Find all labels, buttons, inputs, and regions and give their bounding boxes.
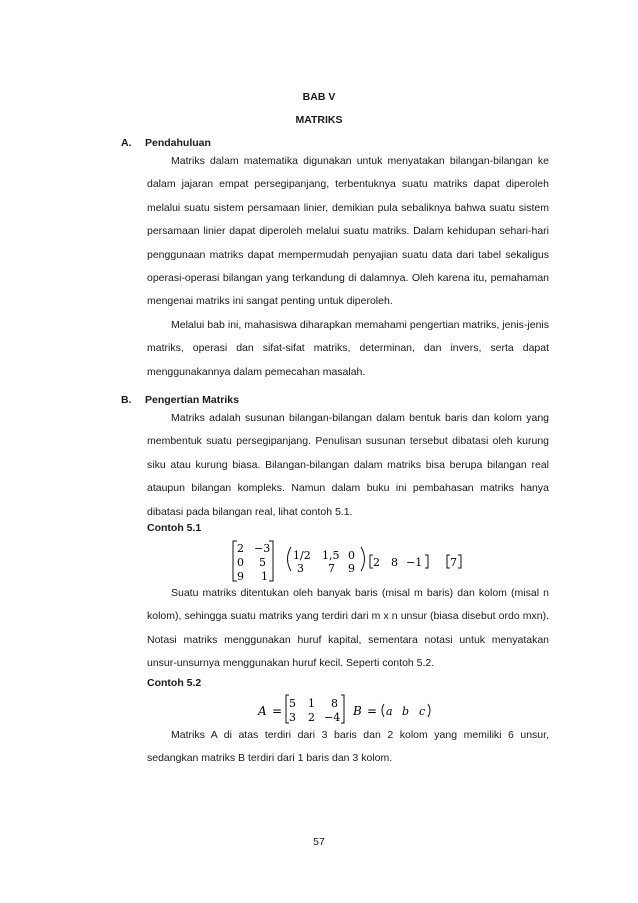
mb-c2: b (402, 705, 410, 718)
matrix-b-name: B (353, 704, 362, 718)
section-b-paragraph-3: Matriks A di atas terdiri dari 3 baris dan 2 kolom yang memiliki 6 unsur, sedangkan matriks B terdiri dari 1 baris dan 3 kolom. (147, 729, 549, 765)
matrix-a-name: A (258, 704, 267, 718)
section-b-paragraph-2: Suatu matriks ditentukan oleh banyak baris (misal m baris) dan kolom (misal n kolom), sehingga suatu matriks yang terdiri dari m x n unsur (biasa disebut ordo mxn). Notasi matriks menggunakan huruf kapital, sementara notasi untuk menyatakan unsur-unsurnya menggunakan huruf kecil. Seperti contoh 5.2. (147, 587, 549, 670)
chapter-label: BAB V (302, 91, 336, 103)
m1-r3c1: 9 (237, 570, 244, 583)
page-number: 57 (313, 836, 325, 848)
section-a-number: A. (121, 137, 132, 149)
section-b-title: Pengertian Matriks (145, 394, 239, 406)
m3-c3: −1 (406, 556, 423, 569)
section-a-body (147, 150, 549, 384)
ma-r2c2: 2 (308, 711, 315, 724)
section-b-paragraph-1: Matriks adalah susunan bilangan-bilangan dalam bentuk baris dan kolom yang membentuk suatu persegipanjang. Penulisan susunan tersebut dibatasi oleh kurung siku atau kurung biasa. Bilangan-bilangan dalam matriks bisa berupa bilangan real ataupun bilangan kompleks. Namun dalam buku ini pembahasan matriks hanya dibatasi pada bilangan real, lihat contoh 5.1. (147, 412, 549, 518)
m2-r2c1: 3 (297, 562, 304, 575)
m4-c1: 7 (450, 556, 457, 569)
matrix-b (382, 704, 430, 718)
equals-sign-b: = (367, 704, 378, 718)
m3-c2: 8 (391, 556, 398, 569)
m1-r1c1: 2 (237, 542, 244, 555)
ma-r2c3: −4 (324, 711, 341, 724)
section-a-paragraph-2: Melalui bab ini, mahasiswa diharapkan memahami pengertian matriks, jenis-jenis matriks, operasi dan sifat-sifat matriks, determinan, dan invers, serta dapat menggunakannya dalam pemecahan masalah. (147, 318, 549, 378)
section-a-heading (121, 137, 211, 149)
mb-c1: a (386, 705, 393, 718)
matrix-2 (288, 547, 365, 575)
m2-r2c3: 9 (348, 562, 355, 575)
m1-r2c2: 5 (259, 556, 266, 569)
section-b-heading (121, 394, 239, 406)
section-b-body-3 (147, 724, 549, 771)
m2-r2c2: 7 (328, 562, 335, 575)
matrix-4 (447, 555, 461, 569)
m2-r1c1: 1/2 (293, 549, 311, 562)
ma-r1c2: 1 (308, 697, 315, 710)
section-a-paragraph-1: Matriks dalam matematika digunakan untuk menyatakan bilangan-bilangan ke dalam jajaran empat persegipanjang, terbentuknya suatu matriks dapat diperoleh melalui suatu sistem persamaan linier, demikian pula sebaliknya bahwa suatu sistem persamaan linier dapat diperoleh melalui suatu matriks. Dalam kehidupan sehari-hari penggunaan matriks dapat mempermudah penyajian suatu data dari tabel sekaligus operasi-operasi bilangan yang terkandung di dalamnya. Oleh karena itu, pemahaman mengenai matriks ini sangat penting untuk diperoleh. (147, 155, 549, 308)
mb-c3: c (419, 705, 426, 718)
chapter-title: MATRIKS (295, 114, 343, 126)
ma-r1c1: 5 (289, 697, 296, 710)
section-a-title: Pendahuluan (145, 137, 211, 149)
matrix-3 (370, 555, 428, 569)
example-5-2-label: Contoh 5.2 (147, 677, 202, 689)
example-5-1-matrices (228, 537, 468, 585)
m3-c1: 2 (373, 556, 380, 569)
m2-r1c3: 0 (348, 549, 355, 562)
m1-r1c2: −3 (254, 542, 271, 555)
section-b-body (147, 407, 549, 524)
ma-r2c1: 3 (289, 711, 296, 724)
example-5-1-label: Contoh 5.1 (147, 522, 202, 534)
section-b-number: B. (121, 394, 132, 406)
ma-r1c3: 8 (331, 697, 338, 710)
m1-r3c2: 1 (261, 570, 268, 583)
section-b-body-2 (147, 582, 549, 676)
equals-sign-a: = (272, 704, 283, 718)
matrix-a (286, 695, 344, 724)
m1-r2c1: 0 (237, 556, 244, 569)
m2-r1c2: 1,5 (322, 549, 340, 562)
example-5-2-matrices (256, 692, 436, 726)
matrix-1 (233, 541, 273, 583)
